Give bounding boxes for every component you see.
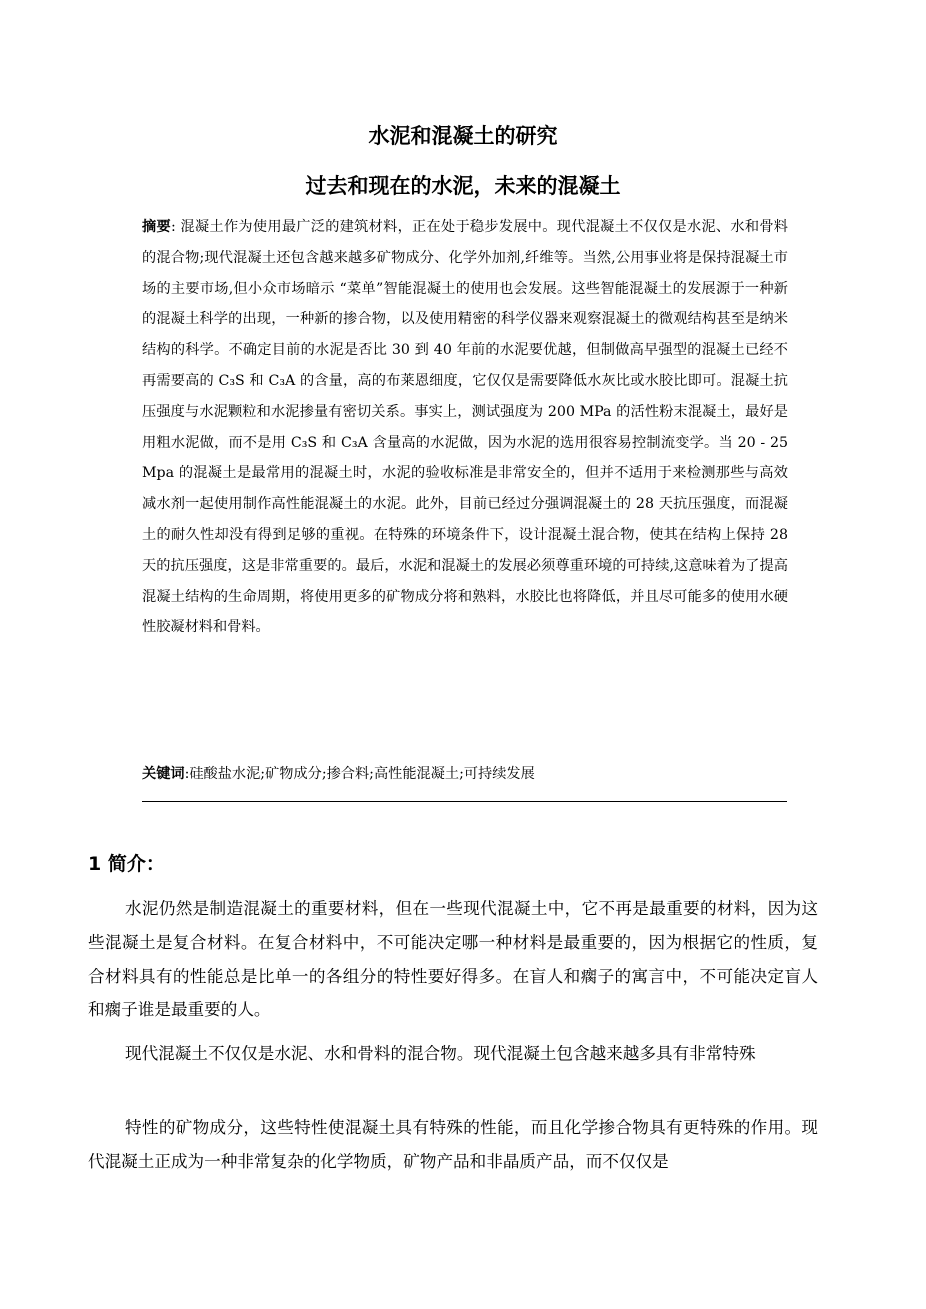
abstract-paragraph — [142, 212, 788, 643]
keywords-text: 硅酸盐水泥;矿物成分;掺合料;高性能混凝土;可持续发展 — [189, 766, 535, 782]
body-paragraph: 现代混凝土不仅仅是水泥、水和骨料的混合物。现代混凝土包含越来越多具有非常特殊 — [125, 1044, 756, 1063]
abstract-text: 混凝土作为使用最广泛的建筑材料，正在处于稳步发展中。现代混凝土不仅仅是水泥、水和骨料的混合物;现代混凝土还包含越来越多矿物成分、化学外加剂,纤维等。当然,公用事业将是保持混凝土市场的主要市场,但小众市场暗示 “菜单”智能混凝土的使用也会发展。这些智能混凝土的发展源于一种新的混凝土科学的出现，一种新的掺合物，以及使用精密的科学仪器来观察混凝土的微观结构甚至是纳米结构的科学。不确定目前的水泥是否比 30 到 40 年前的水泥要优越，但制做高早强型的混凝土已经不再需要高的 C₃S 和 C₃A 的含量，高的布莱恩细度，它仅仅是需要降低水灰比或水胶比即可。混凝土抗压强度与水泥颗粒和水泥掺量有密切关系。事实上，测试强度为 200 MPa 的活性粉末混凝土，最好是用粗水泥做，而不是用 C₃S 和 C₃A 含量高的水泥做，因为水泥的选用很容易控制流变学。当 20 - 25 Mpa 的混凝土是最常用的混凝土时，水泥的验收标准是非常安全的，但并不适用于来检测那些与高效减水剂一起使用制作高性能混凝土的水泥。此外，目前已经过分强调混凝土的 28 天抗压强度，而混凝土的耐久性却没有得到足够的重视。在特殊的环境条件下，设计混凝土混合物，使其在结构上保持 28 天的抗压强度，这是非常重要的。最后，水泥和混凝土的发展必须尊重环境的可持续,这意味着为了提高混凝土结构的生命周期，将使用更多的矿物成分将和熟料，水胶比也将降低，并且尽可能多的使用水硬性胶凝材料和骨料。 — [142, 219, 788, 636]
abstract-label: 摘要 — [142, 219, 171, 235]
abstract-divider — [142, 801, 787, 802]
abstract-separator: : — [170, 219, 181, 235]
section-heading: 1 简介： — [88, 853, 165, 875]
keywords-line — [142, 760, 788, 788]
body-paragraph: 特性的矿物成分，这些特性使混凝土具有特殊的性能，而且化学掺合物具有更特殊的作用。现代混凝土正成为一种非常复杂的化学物质，矿物产品和非晶质产品，而不仅仅是 — [88, 1118, 818, 1171]
document-title: 水泥和混凝土的研究 — [368, 124, 558, 148]
document-subtitle: 过去和现在的水泥，未来的混凝土 — [305, 174, 621, 198]
keywords-separator: : — [184, 766, 190, 782]
keywords-label: 关键词 — [142, 766, 185, 782]
body-paragraph: 水泥仍然是制造混凝土的重要材料，但在一些现代混凝土中，它不再是最重要的材料，因为这些混凝土是复合材料。在复合材料中，不可能决定哪一种材料是最重要的，因为根据它的性质，复合材料具有的性能总是比单一的各组分的特性要好得多。在盲人和瘸子的寓言中，不可能决定盲人和瘸子谁是最重要的人。 — [88, 899, 818, 1020]
